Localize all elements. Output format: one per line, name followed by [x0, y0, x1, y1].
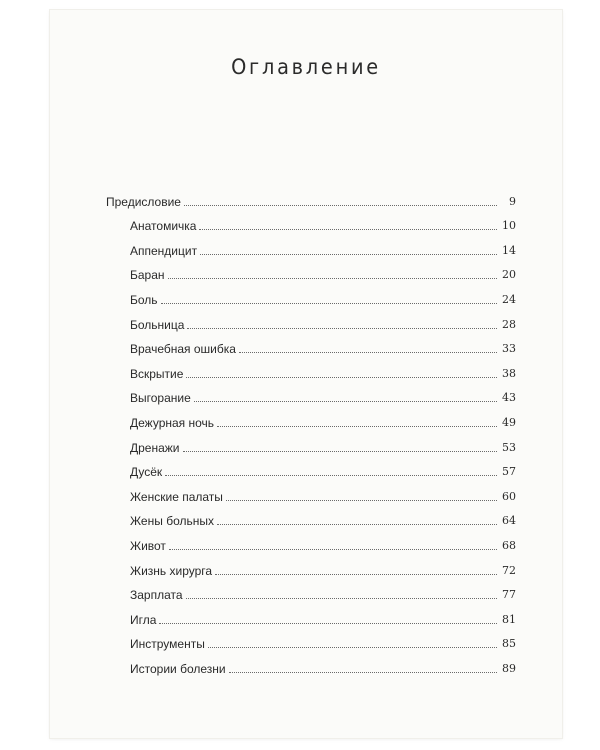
dot-leader [229, 671, 497, 673]
toc-entry [106, 405, 516, 430]
toc-entry [106, 430, 516, 455]
toc-entry-label: Баран [130, 268, 165, 283]
toc-entry [106, 553, 516, 578]
toc-entry-label: Больница [130, 317, 185, 332]
toc-entry-page-number: 72 [502, 563, 516, 577]
toc-entry-label: Женские палаты [130, 489, 223, 504]
dot-leader [184, 204, 497, 206]
toc-entry-label: Жены больных [130, 514, 214, 529]
toc-entry-page-number: 49 [502, 415, 516, 429]
toc-entry-page-number: 89 [502, 661, 516, 675]
toc-entry [106, 282, 516, 307]
toc-entry-page-number: 33 [502, 342, 516, 356]
toc-entry-page-number: 38 [502, 366, 516, 380]
toc-entry [106, 455, 516, 480]
dot-leader [159, 622, 497, 624]
toc-entry [106, 184, 516, 209]
toc-entry-label: Аппендицит [130, 243, 198, 258]
dot-leader [194, 400, 497, 402]
dot-leader [168, 277, 497, 279]
toc-entry [106, 381, 516, 406]
toc-entry [106, 627, 516, 652]
toc-entry [106, 209, 516, 234]
toc-entry-label: Игла [130, 612, 157, 627]
toc-entry-page-number: 9 [509, 194, 516, 208]
toc-entry-label: Истории болезни [130, 661, 226, 676]
dot-leader [217, 523, 497, 525]
toc-entry-label: Выгорание [130, 391, 191, 406]
dot-leader [186, 376, 497, 378]
toc-entry [106, 332, 516, 357]
toc-entry [106, 258, 516, 283]
toc-entry-page-number: 53 [502, 440, 516, 454]
toc-entry-page-number: 68 [502, 538, 516, 552]
toc-entry-label: Живот [130, 538, 166, 553]
toc-entry [106, 578, 516, 603]
toc-entry-page-number: 77 [502, 588, 516, 602]
toc-entry-page-number: 57 [502, 465, 516, 479]
dot-leader [187, 327, 497, 329]
toc-entry-page-number: 24 [502, 292, 516, 306]
toc-entry-label: Инструменты [130, 637, 205, 652]
toc-entry-label: Дусёк [130, 465, 163, 480]
toc-entry-page-number: 28 [502, 317, 516, 331]
toc-entry-page-number: 64 [502, 514, 516, 528]
toc-entry-page-number: 81 [502, 612, 516, 626]
toc-entry-label: Предисловие [106, 194, 181, 209]
toc-entry-label: Зарплата [130, 588, 183, 603]
dot-leader [215, 573, 497, 575]
toc-entry-page-number: 10 [502, 219, 516, 233]
toc-entry-page-number: 20 [502, 268, 516, 282]
dot-leader [169, 548, 497, 550]
toc-entry-label: Боль [130, 292, 158, 307]
toc-entry-page-number: 60 [502, 489, 516, 503]
toc-title: Оглавление [231, 55, 381, 79]
dot-leader [200, 253, 497, 255]
toc-entry-label: Вскрытие [130, 366, 184, 381]
toc-entry [106, 602, 516, 627]
table-of-contents [106, 184, 516, 676]
dot-leader [161, 302, 497, 304]
toc-entry [106, 307, 516, 332]
toc-entry-label: Анатомичка [130, 219, 197, 234]
toc-entry [106, 528, 516, 553]
toc-entry [106, 651, 516, 676]
toc-entry [106, 233, 516, 258]
dot-leader [165, 474, 497, 476]
toc-entry-page-number: 14 [502, 243, 516, 257]
toc-entry [106, 479, 516, 504]
toc-entry-label: Врачебная ошибка [130, 342, 236, 357]
toc-entry-label: Дренажи [130, 440, 180, 455]
dot-leader [239, 351, 497, 353]
dot-leader [183, 450, 497, 452]
toc-entry-label: Жизнь хирурга [130, 563, 213, 578]
dot-leader [226, 499, 497, 501]
toc-entry-page-number: 43 [502, 391, 516, 405]
dot-leader [217, 425, 497, 427]
toc-entry [106, 504, 516, 529]
dot-leader [208, 646, 497, 648]
dot-leader [199, 228, 497, 230]
dot-leader [186, 597, 497, 599]
book-page [50, 10, 562, 738]
toc-entry-label: Дежурная ночь [130, 415, 215, 430]
toc-entry-page-number: 85 [502, 637, 516, 651]
toc-entry [106, 356, 516, 381]
